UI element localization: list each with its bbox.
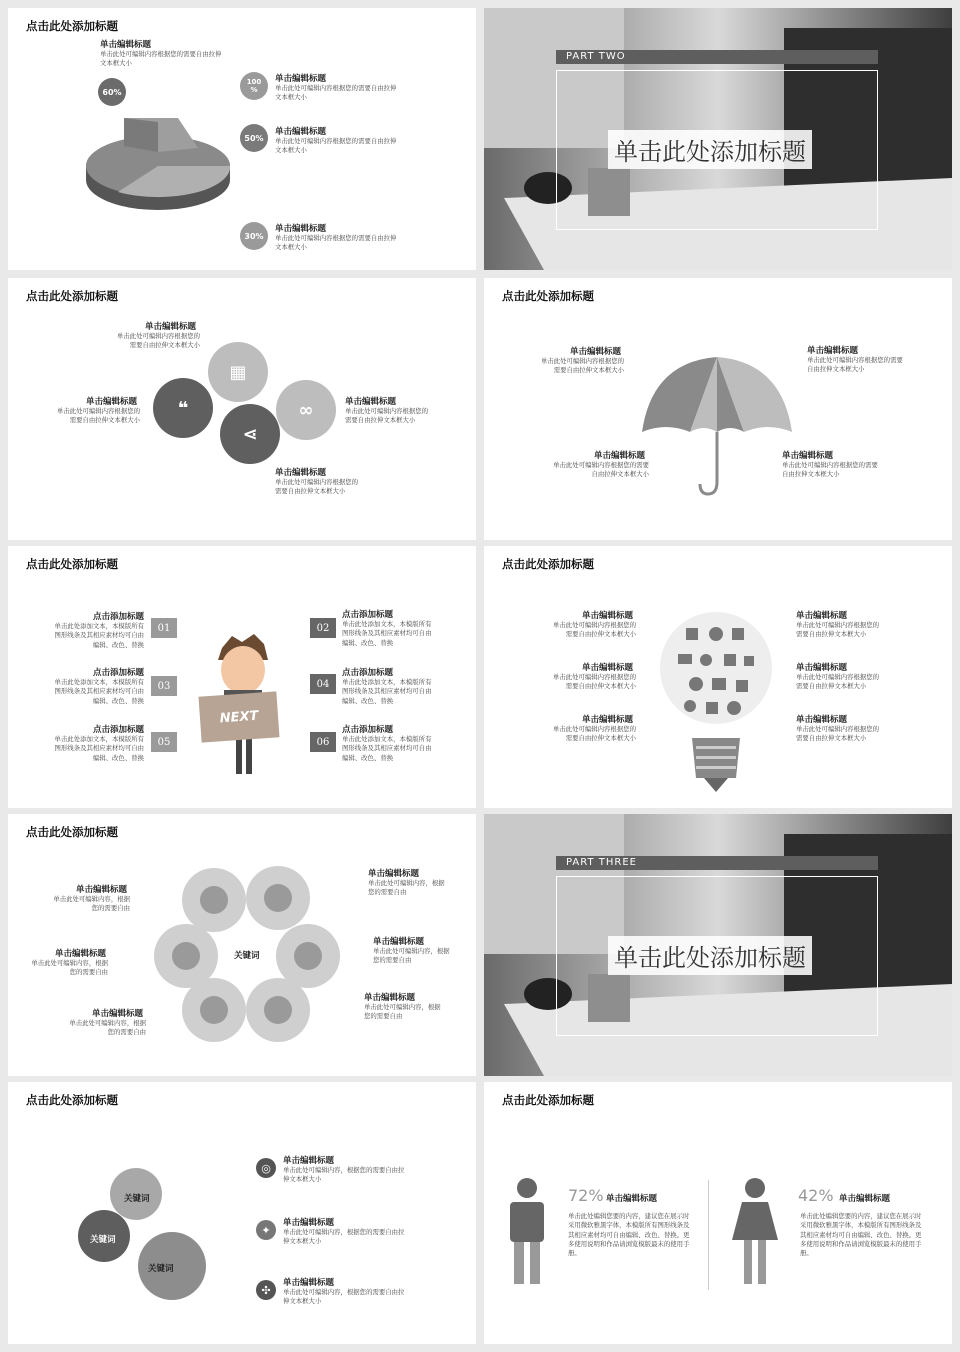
heading: 单击编辑标题: [368, 869, 420, 879]
number-box: 05: [151, 732, 177, 752]
heading: 单击编辑标题: [839, 1194, 891, 1204]
heading: 单击编辑标题: [283, 1156, 335, 1166]
desc: 单击此处添加文本，本模版所有 图形线条及其相应素材均可自由 编辑、改色、替换: [342, 735, 432, 762]
heading: 单击编辑标题: [582, 663, 634, 673]
link-icon: ∞: [276, 380, 336, 440]
pie-3d-graphic: [78, 108, 238, 208]
heading: 单击编辑标题: [364, 993, 416, 1003]
heading: 单击编辑标题: [582, 611, 634, 621]
desc: 单击此处添加文本，本模版所有 图形线条及其相应素材均可自由 编辑、改色、替换: [54, 622, 144, 649]
heading: 点击添加标题: [342, 610, 394, 620]
heading: 单击编辑标题: [606, 1194, 658, 1204]
slide-lightbulb: [484, 546, 952, 808]
desc: 单击此处可编辑内容根据您的需要 自由拉伸文本框大小: [782, 461, 878, 479]
share-icon: ⋖: [220, 404, 280, 464]
slide-title: 点击此处添加标题: [26, 289, 118, 303]
slide-title: 点击此处添加标题: [502, 289, 594, 303]
desc: 单击此处可编辑内容根据您的 需要自由拉伸文本框大小: [56, 407, 140, 425]
heading: 单击编辑标题: [345, 397, 397, 407]
desc: 单击此处添加文本，本模版所有 图形线条及其相应素材均可自由 编辑、改色、替换: [54, 735, 144, 762]
desc: 单击此处可编辑内容根据您的 需要自由拉伸文本框大小: [796, 673, 880, 691]
heading: 单击编辑标题: [782, 451, 834, 461]
percent-badge: 60%: [98, 78, 126, 106]
percent-badge: 100 %: [240, 72, 268, 100]
desc: 单击此处添加文本，本模版所有 图形线条及其相应素材均可自由 编辑、改色、替换: [342, 678, 432, 705]
heading: 点击添加标题: [342, 668, 394, 678]
slide-title: 点击此处添加标题: [26, 825, 118, 839]
heading: 单击编辑标题: [275, 74, 327, 84]
heading: 单击编辑标题: [807, 346, 859, 356]
desc: 单击此处可编辑内容根据您的需要自由拉伸 文本框大小: [275, 137, 397, 155]
heading: 单击编辑标题: [76, 885, 128, 895]
chat-icon: ❝: [153, 378, 213, 438]
heading: 单击编辑标题: [275, 127, 327, 137]
slide-pie: [8, 8, 476, 270]
number-box: 04: [310, 674, 336, 694]
desc: 单击此处可编辑内容，根据 您的需要自由: [364, 1003, 441, 1021]
desc: 单击此处可编辑内容根据您的 需要自由拉伸文本框大小: [540, 357, 624, 375]
slide-part-three: [484, 814, 952, 1076]
heading: 单击编辑标题: [86, 397, 138, 407]
female-percent: 42%: [798, 1186, 834, 1205]
slide-title: 点击此处添加标题: [502, 1093, 594, 1107]
slide-gears: [8, 814, 476, 1076]
heading: 单击编辑标题: [275, 468, 327, 478]
desc: 单击此处可编辑内容根据您的 需要自由拉伸文本框大小: [796, 621, 880, 639]
keyword: 关键词: [234, 951, 260, 961]
desc: 单击此处可编辑内容，根据您的需要自由拉 伸文本框大小: [283, 1166, 405, 1184]
desc: 单击此处可编辑内容，根据您的需要自由拉 伸文本框大小: [283, 1228, 405, 1246]
heading: 点击添加标题: [92, 612, 144, 622]
slide-circles: [8, 278, 476, 540]
desc: 单击此处可编辑内容根据您的需要 自由拉伸文本框大小: [807, 356, 903, 374]
number-box: 01: [151, 618, 177, 638]
slide-part-two: [484, 8, 952, 270]
compass-icon: ✦: [256, 1220, 276, 1240]
slide-umbrella: [484, 278, 952, 540]
heading: 单击编辑标题: [796, 611, 848, 621]
heading: 单击编辑标题: [275, 224, 327, 234]
keyword: 关键词: [90, 1235, 116, 1245]
part-banner: PART TWO: [556, 50, 878, 64]
desc: 单击此处可编辑内容，根据 您的需要自由: [373, 947, 450, 965]
desc: 单击此处可编辑内容根据您的 需要自由拉伸文本框大小: [552, 621, 636, 639]
number-box: 02: [310, 618, 336, 638]
share-icon: ✣: [256, 1280, 276, 1300]
male-icon: [504, 1178, 550, 1288]
heading: 单击编辑标题: [283, 1278, 335, 1288]
desc: 单击此处可编辑内容根据您的需要自由拉伸 文本框大小: [275, 84, 397, 102]
section-title: 单击此处添加标题: [608, 130, 812, 169]
heading: 单击编辑标题: [100, 40, 152, 50]
slide-gender: [484, 1082, 952, 1344]
part-banner: PART THREE: [556, 856, 878, 870]
heading: 点击添加标题: [92, 725, 144, 735]
percent-badge: 50%: [240, 124, 268, 152]
globe-icon: ◎: [256, 1158, 276, 1178]
female-icon: [730, 1178, 780, 1288]
slide-title: 点击此处添加标题: [502, 557, 594, 571]
desc: 单击此处可编辑内容根据您的需要自由拉伸 文本框大小: [100, 50, 222, 68]
desc: 单击此处可编辑内容根据您的 需要自由拉伸文本框大小: [552, 673, 636, 691]
heading: 单击编辑标题: [796, 663, 848, 673]
desc: 单击此处可编辑内容根据您的需要自由拉伸 文本框大小: [275, 234, 397, 252]
umbrella-graphic: [642, 352, 792, 502]
desc: 单击此处可编辑内容，根据您的需要自由拉 伸文本框大小: [283, 1288, 405, 1306]
calendar-icon: ▦: [208, 342, 268, 402]
heading: 单击编辑标题: [594, 451, 646, 461]
desc: 单击此处可编辑内容根据您的需要 自由拉伸文本框大小: [553, 461, 649, 479]
desc: 单击此处可编辑内容根据您的 需要自由拉伸文本框大小: [552, 725, 636, 743]
desc: 单击此处添加文本，本模版所有 图形线条及其相应素材均可自由 编辑、改色、替换: [342, 620, 432, 647]
slide-three-gears: [8, 1082, 476, 1344]
desc: 单击此处添加文本，本模版所有 图形线条及其相应素材均可自由 编辑、改色、替换: [54, 678, 144, 705]
heading: 单击编辑标题: [582, 715, 634, 725]
section-title: 单击此处添加标题: [608, 936, 812, 975]
heading: 单击编辑标题: [145, 322, 197, 332]
divider: [708, 1180, 709, 1290]
heading: 点击添加标题: [92, 668, 144, 678]
keyword: 关键词: [124, 1194, 150, 1204]
keyword: 关键词: [148, 1264, 174, 1274]
heading: 单击编辑标题: [283, 1218, 335, 1228]
heading: 单击编辑标题: [55, 949, 107, 959]
heading: 单击编辑标题: [796, 715, 848, 725]
desc: 单击此处可编辑内容，根据 您的需要自由: [69, 1019, 146, 1037]
slide-title: 点击此处添加标题: [26, 19, 118, 33]
number-box: 03: [151, 676, 177, 696]
percent-badge: 30%: [240, 222, 268, 250]
next-sign: NEXT: [198, 691, 279, 742]
desc: 单击此处可编辑内容，根据 您的需要自由: [53, 895, 130, 913]
heading: 点击添加标题: [342, 725, 394, 735]
male-percent: 72%: [568, 1186, 604, 1205]
desc: 单击此处可编辑内容根据您的 需要自由拉伸文本框大小: [275, 478, 359, 496]
heading: 单击编辑标题: [373, 937, 425, 947]
heading: 单击编辑标题: [92, 1009, 144, 1019]
slide-title: 点击此处添加标题: [26, 557, 118, 571]
desc: 单击此处可编辑内容根据您的 需要自由拉伸文本框大小: [116, 332, 200, 350]
lightbulb-graphic: [656, 598, 776, 808]
desc: 单击此处编辑您要的内容，建议您在展示时 采用微软雅黑字体，本模版所有图形线条及 其相应素材均可自由编辑、改色、替换。更 多使用说明和作品请浏览模版最末的使用手 册。: [568, 1212, 690, 1258]
desc: 单击此处可编辑内容，根据 您的需要自由: [31, 959, 108, 977]
number-box: 06: [310, 732, 336, 752]
slide-title: 点击此处添加标题: [26, 1093, 118, 1107]
desc: 单击此处可编辑内容，根据 您的需要自由: [368, 879, 445, 897]
desc: 单击此处可编辑内容根据您的 需要自由拉伸文本框大小: [345, 407, 429, 425]
heading: 单击编辑标题: [570, 347, 622, 357]
desc: 单击此处编辑您要的内容，建议您在展示时 采用微软雅黑字体，本模版所有图形线条及 其相应素材均可自由编辑、改色、替换。更 多使用说明和作品请浏览模版最末的使用手 册。: [800, 1212, 922, 1258]
desc: 单击此处可编辑内容根据您的 需要自由拉伸文本框大小: [796, 725, 880, 743]
gears-graphic: [68, 1162, 228, 1302]
slide-next: [8, 546, 476, 808]
